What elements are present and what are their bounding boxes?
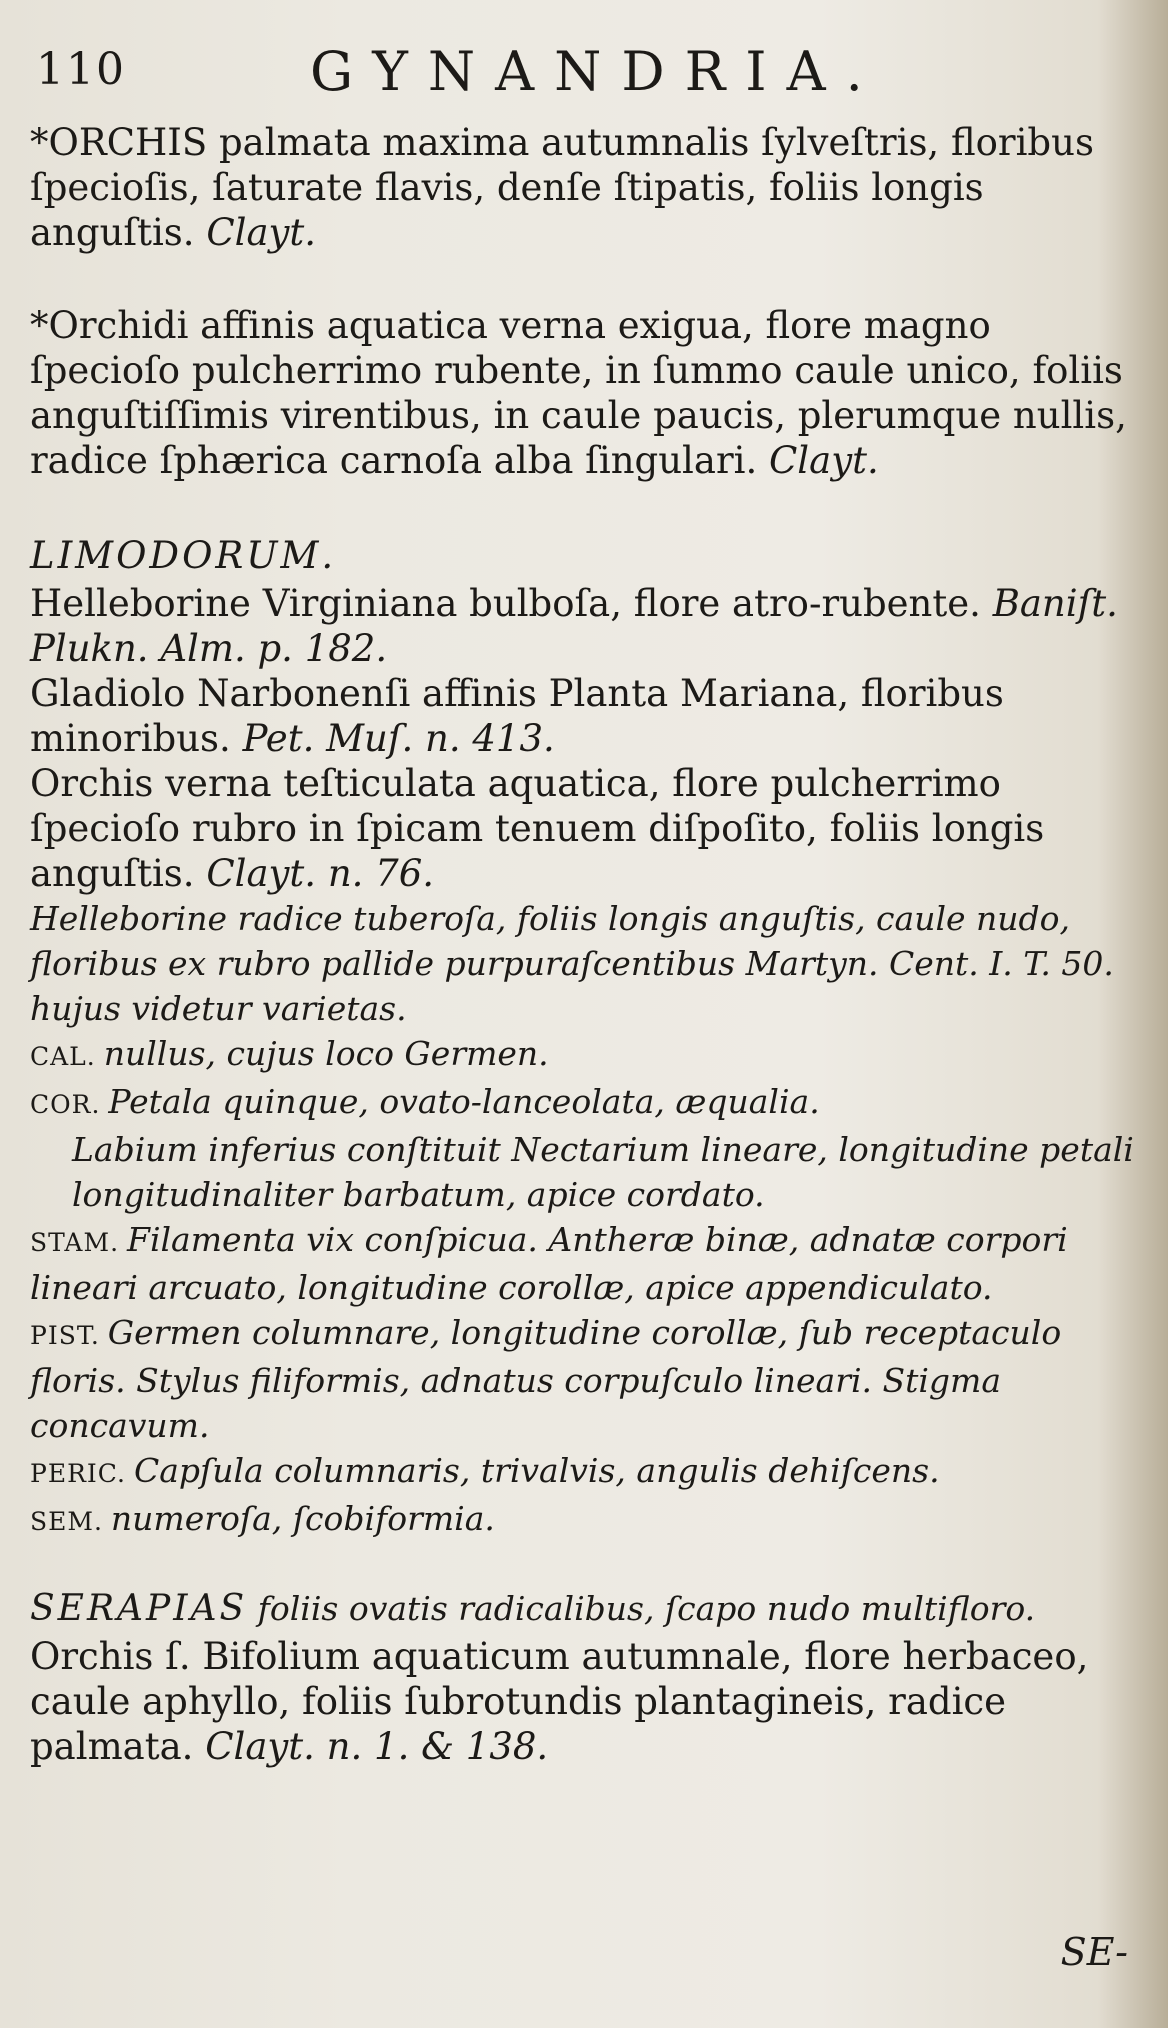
entry-ref: Clayt. (769, 439, 879, 482)
character-label: COR. (30, 1090, 101, 1119)
character-label: PIST. (30, 1321, 100, 1350)
entry-ref: Clayt. (206, 211, 317, 254)
synonym-text: Orchis ſ. Bifolium aquaticum autumnale, flore herbaceo, caule aphyllo, foliis ſubrotundis plantagineis, radice palmata. (30, 1635, 1089, 1768)
entry-text: *ORCHIS palmata maxima autumnalis ſylveſtris, floribus ſpecioſis, ſaturate flavis, denſe ſtipatis, foliis longis anguſtis. (30, 121, 1094, 254)
synonym-text: Gladiolo Narbonenſi affinis Planta Mariana, floribus minoribus. (30, 672, 1004, 760)
running-head: GYNANDRIA. (310, 40, 883, 103)
page-number: 110 (36, 44, 126, 95)
entry-text: *Orchidi affinis aquatica verna exigua, flore magno ſpecioſo pulcherrimo rubente, in ſummo caule unico, foliis anguſtiſſimis virentibus, in caule paucis, plerumque nullis, radice ſphærica carnoſa alba ſingulari. (30, 304, 1127, 482)
synonym-ref: Baniſt. Plukn. Alm. p. 182. (30, 582, 1118, 670)
character-text: Capſula columnaris, trivalvis, angulis dehiſcens. (133, 1451, 940, 1490)
character-label: CAL. (30, 1042, 96, 1071)
synonym-ref: Clayt. n. 1. & 138. (205, 1725, 549, 1768)
diagnosis-text: foliis ovatis radicalibus, ſcapo nudo multifloro. (257, 1589, 1036, 1628)
genus-heading-serapias: SERAPIAS (30, 1588, 248, 1629)
character-label: STAM. (30, 1228, 120, 1257)
character-label: PERIC. (30, 1459, 126, 1488)
character-text: Petala quinque, ovato-lanceolata, æqualia. (108, 1082, 820, 1121)
character-text: nullus, cujus loco Germen. (103, 1034, 549, 1073)
synonym (30, 671, 1135, 761)
character-text: Germen columnare, longitudine corollæ, ſub receptaculo floris. Stylus filiformis, adnatus corpuſculo lineari. Stigma concavum. (30, 1313, 1062, 1445)
character-peric (30, 1448, 1135, 1496)
synonym-martyn: Helleborine radice tuberoſa, foliis longis anguſtis, caule nudo, floribus ex rubro pallide purpuraſcentibus Martyn. Cent. I. T. 50. hujus videtur varietas. (30, 899, 1114, 1028)
character-sem (30, 1496, 1135, 1544)
character-labium: Labium inferius conſtituit Nectarium lineare, longitudine petali longitudinaliter barbatum, apice cordato. (72, 1130, 1134, 1214)
genus-heading-limodorum: LIMODORUM. (30, 534, 337, 577)
character-text: numeroſa, ſcobiformia. (110, 1499, 495, 1538)
serapias-diagnosis (30, 1584, 1135, 1634)
character-stam (30, 1217, 1135, 1310)
book-page (30, 30, 1135, 1769)
synonym-text: Orchis verna teſticulata aquatica, flore pulcherrimo ſpecioſo rubro in ſpicam tenuem diſpoſito, foliis longis anguſtis. (30, 762, 1045, 895)
synonym-text: Helleborine Virginiana bulboſa, flore atro-rubente. (30, 582, 981, 625)
synonym-ref: Pet. Muſ. n. 413. (242, 717, 555, 760)
synonym-ref: Clayt. n. 76. (206, 852, 435, 895)
character-cor (30, 1079, 1135, 1127)
page-header (30, 30, 1135, 120)
synonym (30, 581, 1135, 671)
character-text: Filamenta vix conſpicua. Antheræ binæ, adnatæ corpori lineari arcuato, longitudine corollæ, apice appendiculato. (30, 1220, 1068, 1307)
synonym (30, 761, 1135, 896)
character-cal (30, 1031, 1135, 1079)
orchis-entry-1 (30, 120, 1135, 255)
character-label: SEM. (30, 1507, 103, 1536)
synonym (30, 1634, 1135, 1769)
catchword: SE- (1060, 1930, 1128, 1974)
orchis-entry-2 (30, 303, 1135, 483)
character-pist (30, 1310, 1135, 1448)
